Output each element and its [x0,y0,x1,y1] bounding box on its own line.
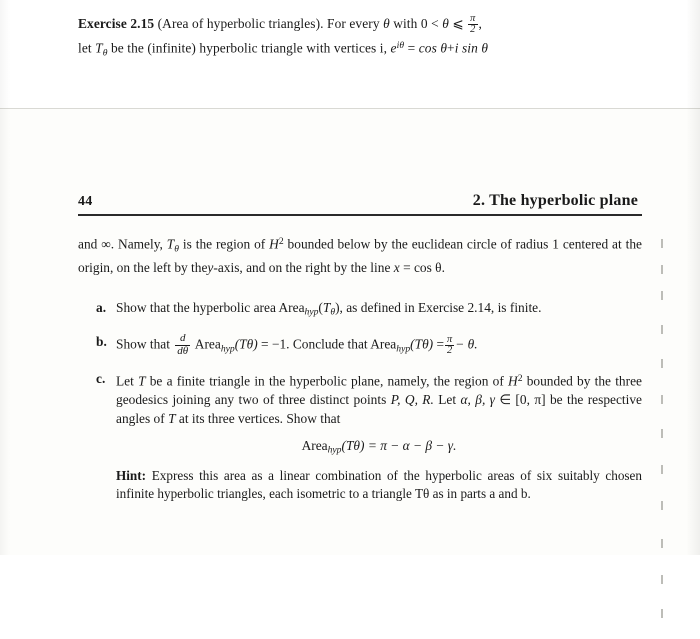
equation-argument: (Tθ) [341,438,365,454]
item-body-a [116,299,642,322]
list-item [96,299,642,322]
item-b-arg: (Tθ) [234,336,258,352]
exercise-comma: , [478,16,482,32]
item-a-text-before: Show that the hyperbolic area Area [116,300,305,315]
plus-sign: + [447,40,455,56]
item-b-eq1: = −1. Conclude that Area [261,336,397,352]
fraction-denominator-b: 2 [447,345,453,357]
scan-artifact-dots [661,239,664,639]
page-number: 44 [78,194,93,209]
page-body [0,109,700,555]
item-body-c [116,370,642,503]
item-a-paren-open: ( [318,300,323,315]
item-label-a: a. [96,300,107,315]
exercise-items-list [96,299,642,514]
theta-symbol-2: θ [442,16,449,32]
item-c-line3-b: Let [438,392,457,408]
fraction-numerator: π [470,13,476,24]
H-exponent: 2 [278,236,284,247]
running-header [78,192,638,210]
item-b-minus-theta: − θ. [455,336,478,352]
e-exponent: iθ [396,39,405,51]
T-symbol: T [95,40,103,56]
pi-over-two-fraction-b [445,335,454,357]
derivative-denominator: dθ [177,344,189,357]
body-paragraph [78,233,642,277]
exercise-number: Exercise 2.15 [78,16,155,32]
equals-sign: = [407,40,416,56]
exercise-line2-b: be the (infinite) hyperbolic triangle with vertices i, [110,40,388,56]
paragraph-part-5: = cos θ. [403,259,445,275]
item-a-paren-close: ) [335,300,340,315]
item-c-line1-a: Let [116,373,134,389]
H-symbol: H [269,236,279,252]
item-a-text-after: , as defined in Exercise 2.14, is finite. [339,300,542,315]
equation-subscript: hyp [327,444,342,456]
T-subscript-theta: θ [102,47,108,59]
item-b-eq2: = [436,336,445,352]
item-c-line1-b: be a finite triangle in the hyperbolic plane, namely, the region [149,373,489,389]
item-c-line2-a: of [492,373,504,389]
item-c-line3-d: at [178,410,189,426]
i-sin-theta: i sin θ [454,40,489,56]
pi-over-two-fraction [468,14,477,36]
T-subscript-para: θ [174,243,179,255]
paragraph-part-2: is the region of [182,236,266,252]
list-item [96,370,642,503]
item-c-line3-c: ∈ [0, π] be the respective angles of [116,392,643,426]
item-b-area: Area [194,336,221,352]
item-c-line2-b: bounded by the three geodesics joining any two of three distinct [116,373,642,408]
equation-area: Area [301,438,328,454]
T-symbol-para: T [166,236,175,252]
item-label-b: b. [96,334,107,350]
exercise-line-2 [78,36,664,62]
item-b-text-before: Show that [116,336,170,352]
item-a-subscript: hyp [304,306,319,318]
paragraph-part-4: -axis, and on the right by the line [213,259,391,275]
hint-label: Hint: [116,468,147,484]
item-c-angles: α, β, γ [460,392,495,408]
item-c-H-exponent: 2 [517,372,523,384]
page-left-shadow [0,0,10,555]
item-b-subscript: hyp [220,343,235,355]
item-c-line3-a: points [353,392,387,408]
hint-block [116,467,642,503]
hint-text: Express this area as a linear combination of the hyperbolic areas of six suitably chosen infinite hyperbolic triangles, each isometric to a triangle Tθ as in parts a and b. [116,468,642,502]
page-right-shadow [686,0,700,555]
exercise-line-1 [78,14,664,36]
item-b-arg-2: (Tθ) [410,336,434,352]
item-c-T-2: T [168,410,176,426]
paragraph-part-3: bounded below by the euclidean circle of radius 1 centered at the origin, on the left by the [78,236,642,275]
fraction-denominator: 2 [470,24,476,36]
equation-rhs: = π − α − β − γ. [367,438,457,454]
displayed-equation [116,437,642,460]
item-c-H: H [508,373,518,389]
item-a-arg-theta: θ [330,306,336,318]
item-b-subscript-2: hyp [396,343,411,355]
theta-symbol: θ [383,16,390,32]
exercise-title-rest: (Area of hyperbolic triangles). [157,16,324,32]
list-item [96,333,642,359]
item-a-arg-T: T [322,300,331,315]
exercise-block [0,0,700,108]
item-c-line4: its three vertices. Show that [191,410,341,426]
item-body-b [116,333,642,359]
item-c-T: T [138,373,146,389]
fraction-numerator-b: π [447,333,453,345]
exercise-line2-a: let [78,40,92,56]
paragraph-part-1: and ∞. Namely, [78,236,163,252]
header-rule [78,214,642,216]
exercise-line1-a: For every [327,16,380,32]
derivative-numerator: d [175,333,190,346]
x-symbol: x [393,259,400,275]
chapter-title: 2. The hyperbolic plane [472,192,638,209]
item-c-points: P, Q, R. [390,392,434,408]
y-symbol: y [207,259,214,275]
exercise-line1-b: with 0 < [393,16,439,32]
e-symbol: e [390,40,397,56]
cos-theta: cos θ [418,40,448,56]
item-label-c: c. [96,370,106,386]
derivative-operator [175,333,190,357]
exercise-line1-c: ⩽ [452,16,464,32]
